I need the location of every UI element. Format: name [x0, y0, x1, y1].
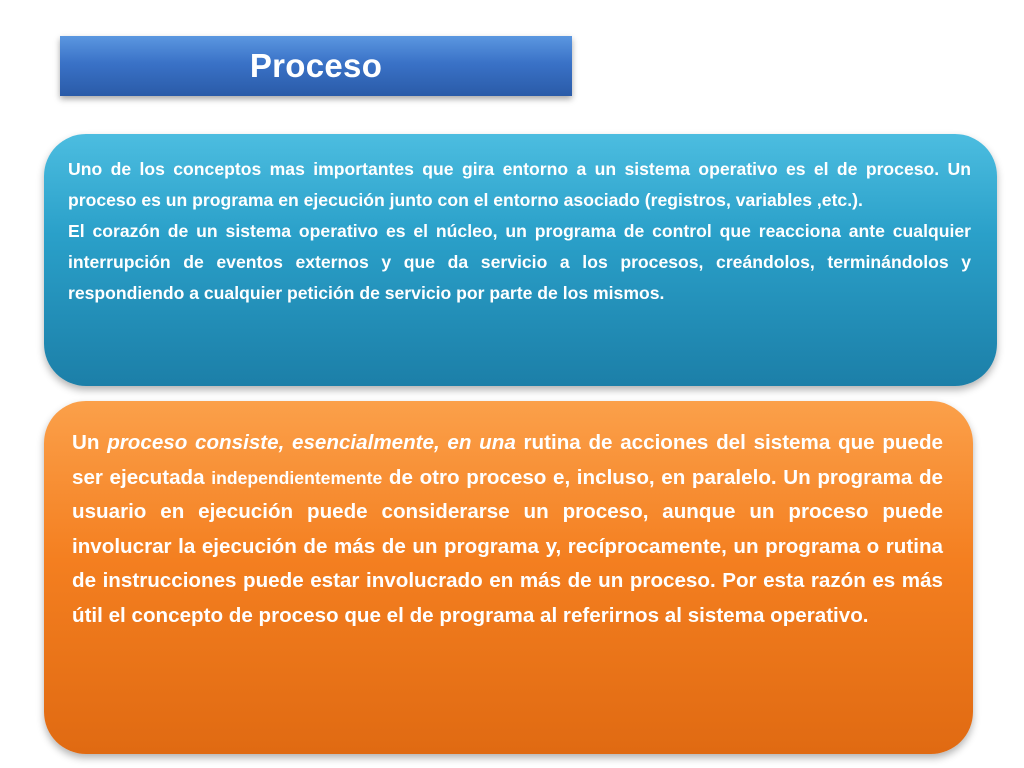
definition-paragraph-2: El corazón de un sistema operativo es el núcleo, un programa de control que reacciona ante cualquier interrupción de eventos externos y que da servicio a los procesos, creándolos, terminándolos y respondiendo a cualquier petición de servicio por parte de los mismos.: [68, 221, 971, 303]
explanation-box: [44, 401, 973, 754]
definition-box: [44, 134, 997, 386]
title-bar: [60, 36, 572, 96]
explanation-text-2: rutina de acciones del sistema que puede ser ejecutada: [72, 431, 943, 489]
explanation-text-small: independientemente: [211, 467, 383, 488]
explanation-paragraph: [72, 426, 943, 633]
explanation-text-3: de otro proceso e, incluso, en paralelo. Un programa de usuario en ejecución puede considerarse un proceso, aunque un proceso puede involucrar la ejecución de más de un programa y, recíprocamente, un programa o rutina de instrucciones puede estar involucrado en más de un proceso. Por esta razón es más útil el concepto de proceso que el de programa al referirnos al sistema operativo.: [72, 465, 943, 627]
slide-title: Proceso: [249, 47, 383, 84]
definition-paragraph-1: Uno de los conceptos mas importantes que gira entorno a un sistema operativo es el de proceso. Un proceso es un programa en ejecución junto con el entorno asociado (registros, variables ,etc.).: [68, 159, 971, 210]
explanation-text-1: Un: [72, 431, 108, 454]
explanation-text-italic: proceso consiste, esencialmente, en una: [107, 431, 516, 454]
